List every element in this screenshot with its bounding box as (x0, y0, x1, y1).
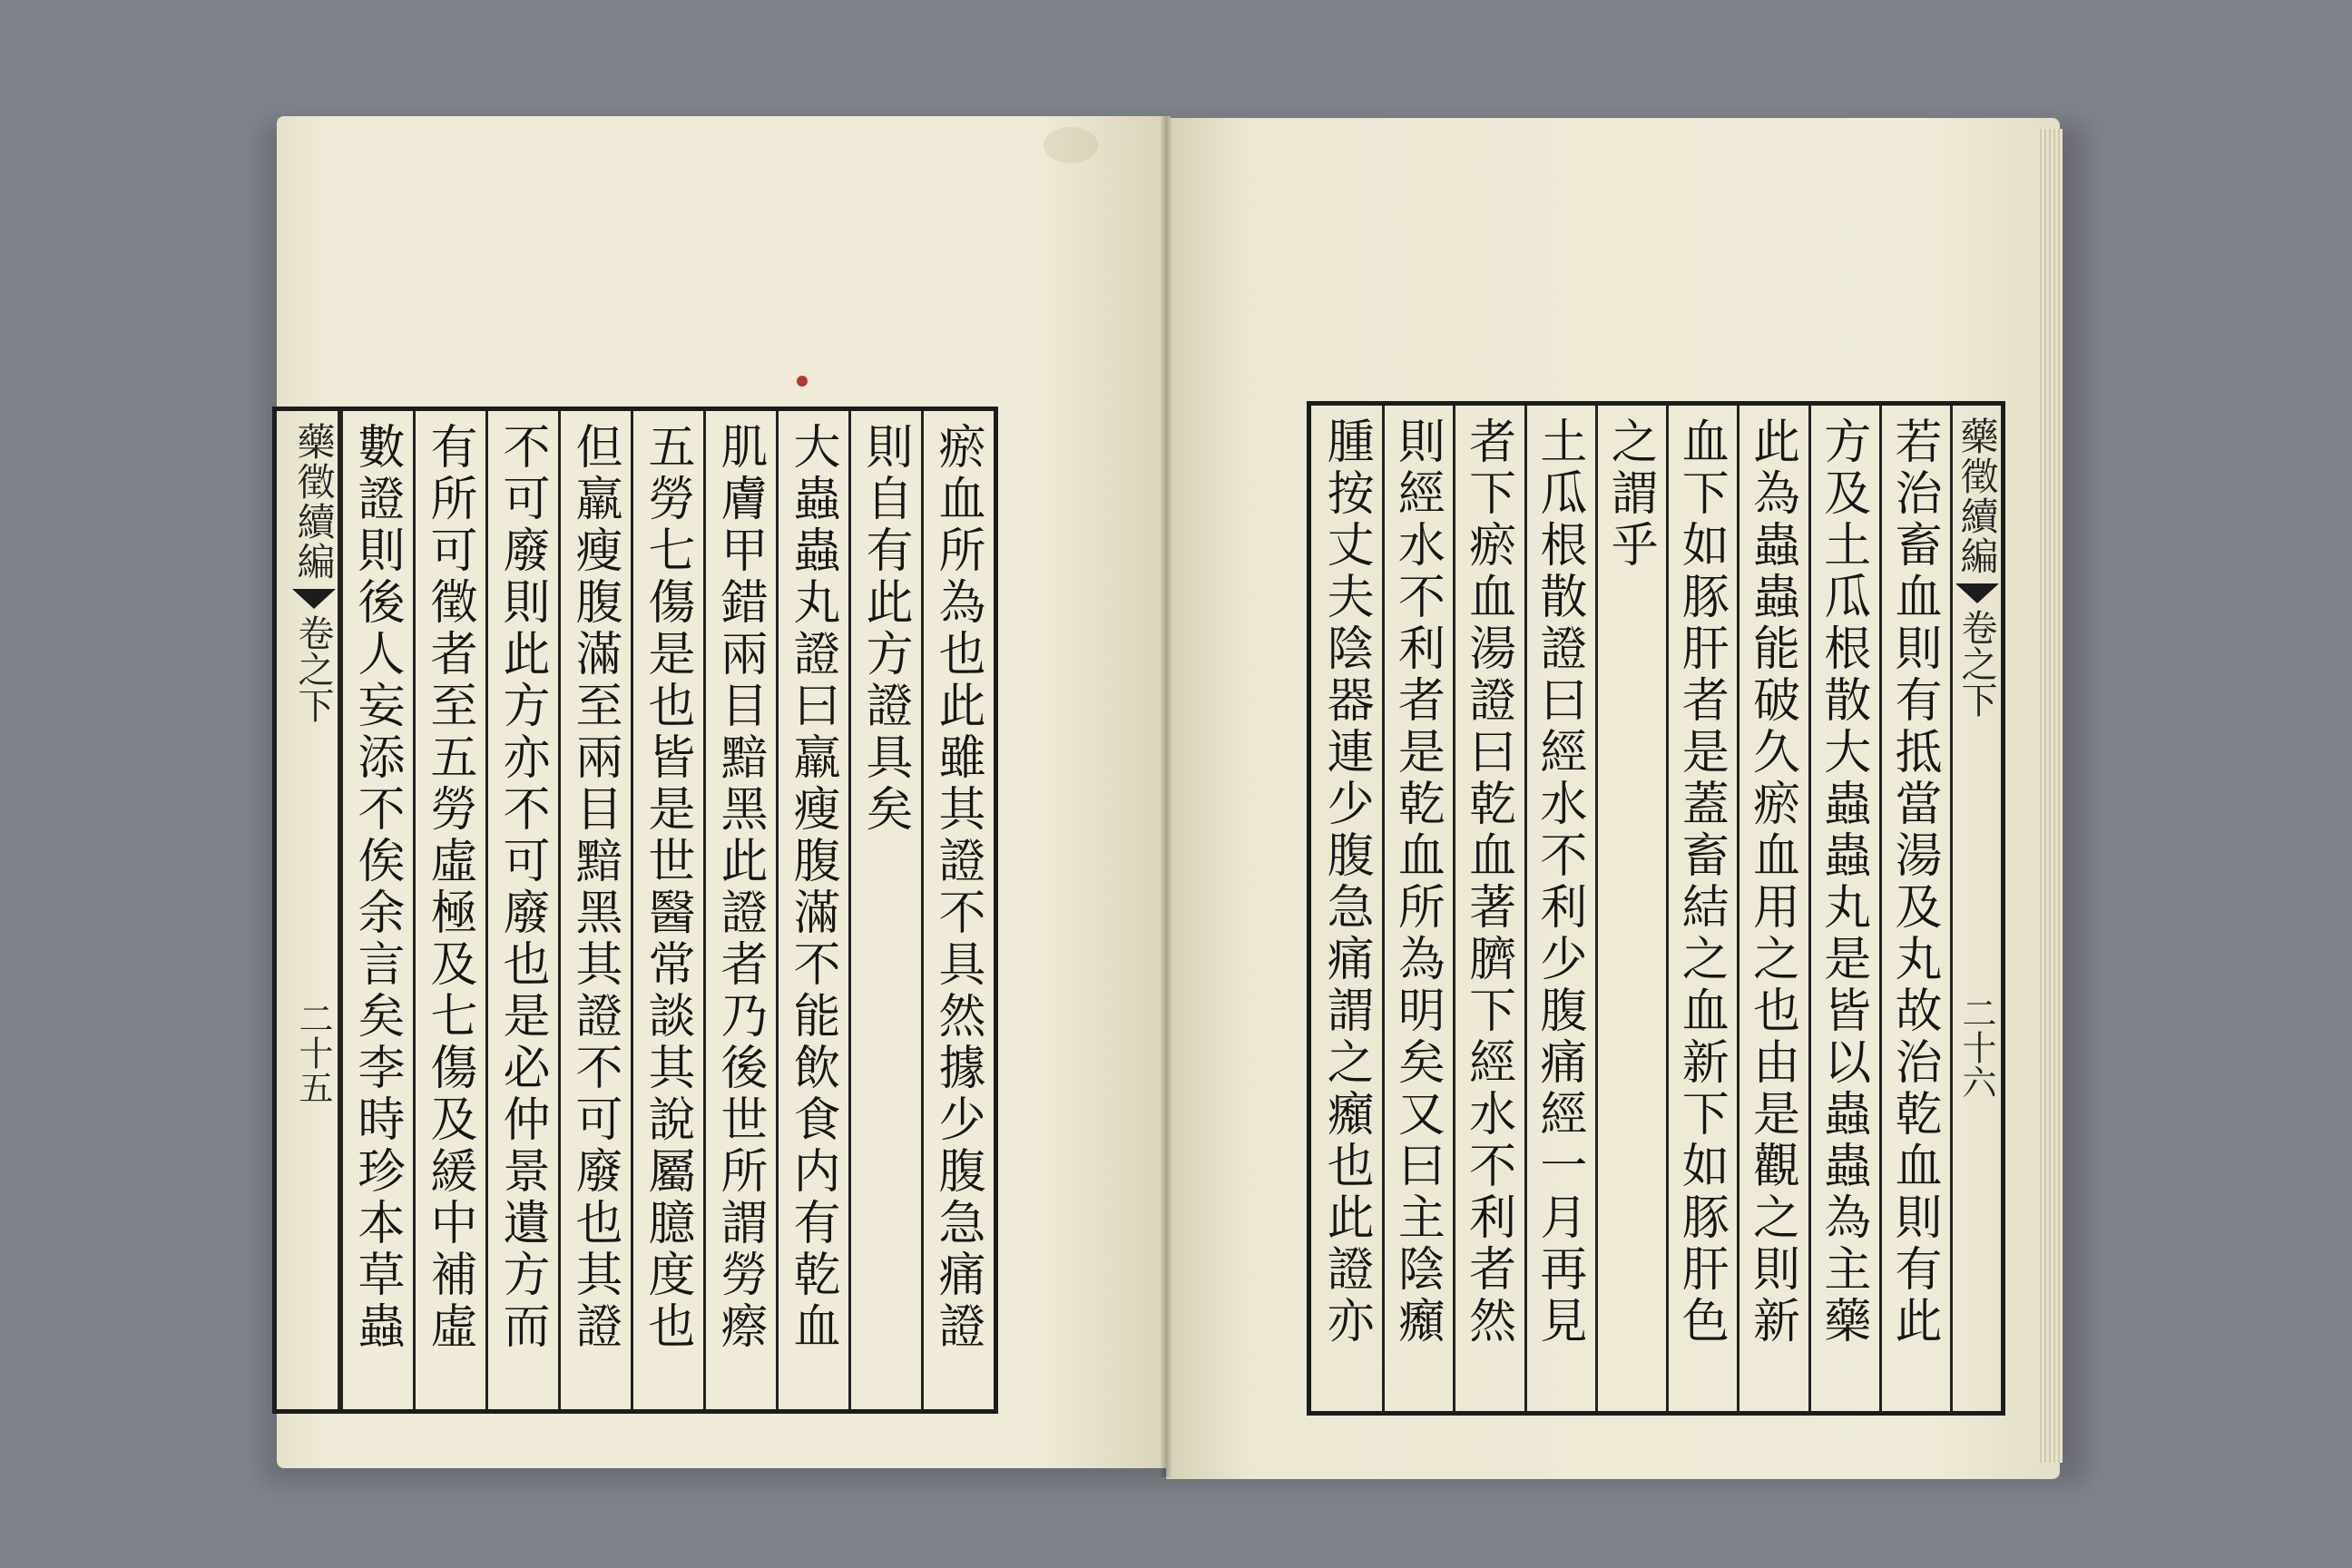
text-column: 若治畜血則有抵當湯及丸故治乾血則有此 (1879, 406, 1950, 1411)
text-column: 方及土瓜根散大蟲蟲丸是皆以蟲蟲為主藥 (1808, 406, 1879, 1411)
text-column: 此為蟲蟲能破久瘀血用之也由是觀之則新 (1737, 406, 1808, 1411)
text-column: 肌膚甲錯兩目黯黑此證者乃後世所謂勞瘵 (703, 411, 776, 1409)
left-text-block (272, 407, 998, 1414)
text-column: 者下瘀血湯證曰乾血著臍下經水不利者然 (1453, 406, 1524, 1411)
text-column: 瘀血所為也此雖其證不具然據少腹急痛證 (921, 411, 994, 1409)
text-column: 血下如豚肝者是蓋畜結之血新下如豚肝色 (1666, 406, 1737, 1411)
text-column: 則自有此方證具矣 (848, 411, 921, 1409)
volume-label: 卷之下 (292, 614, 334, 723)
text-column: 但羸瘦腹滿至兩目黯黑其證不可廢也其證 (558, 411, 631, 1409)
text-column: 腫按丈夫陰器連少腹急痛謂之㿗也此證亦 (1318, 416, 1374, 1348)
book-title: 藥徵續編 (291, 422, 337, 582)
volume-label: 卷之下 (1955, 609, 1997, 718)
text-column: 不可廢則此方亦不可廢也是必仲景遺方而 (485, 411, 558, 1409)
page-edges (2037, 129, 2063, 1463)
right-text-block (1307, 401, 2005, 1416)
text-column: 之謂乎 (1595, 406, 1666, 1411)
page-number: 二十五 (293, 1001, 333, 1104)
fish-tail-mark (1955, 583, 1999, 603)
text-column: 則經水不利者是乾血所為明矣又曰主陰㿗 (1382, 406, 1453, 1411)
red-ink-mark (797, 376, 808, 387)
text-column: 大蟲蟲丸證曰羸瘦腹滿不能飲食内有乾血 (776, 411, 848, 1409)
fish-tail-mark (292, 589, 336, 609)
text-column: 五勞七傷是也皆是世醫常談其說屬臆度也 (631, 411, 703, 1409)
paper-stain (1044, 127, 1098, 163)
text-column: 數證則後人妄添不俟余言矣李時珍本草蟲 (340, 411, 413, 1409)
text-column: 有所可徵者至五勞虛極及七傷及緩中補虛 (413, 411, 485, 1409)
book-gutter (1160, 116, 1172, 1477)
text-column: 土瓜根散證曰經水不利少腹痛經一月再見 (1524, 406, 1595, 1411)
book-title: 藥徵續編 (1955, 416, 2000, 576)
block-margin (289, 411, 340, 1409)
block-margin (1950, 406, 2001, 1411)
page-number: 二十六 (1956, 995, 1996, 1099)
